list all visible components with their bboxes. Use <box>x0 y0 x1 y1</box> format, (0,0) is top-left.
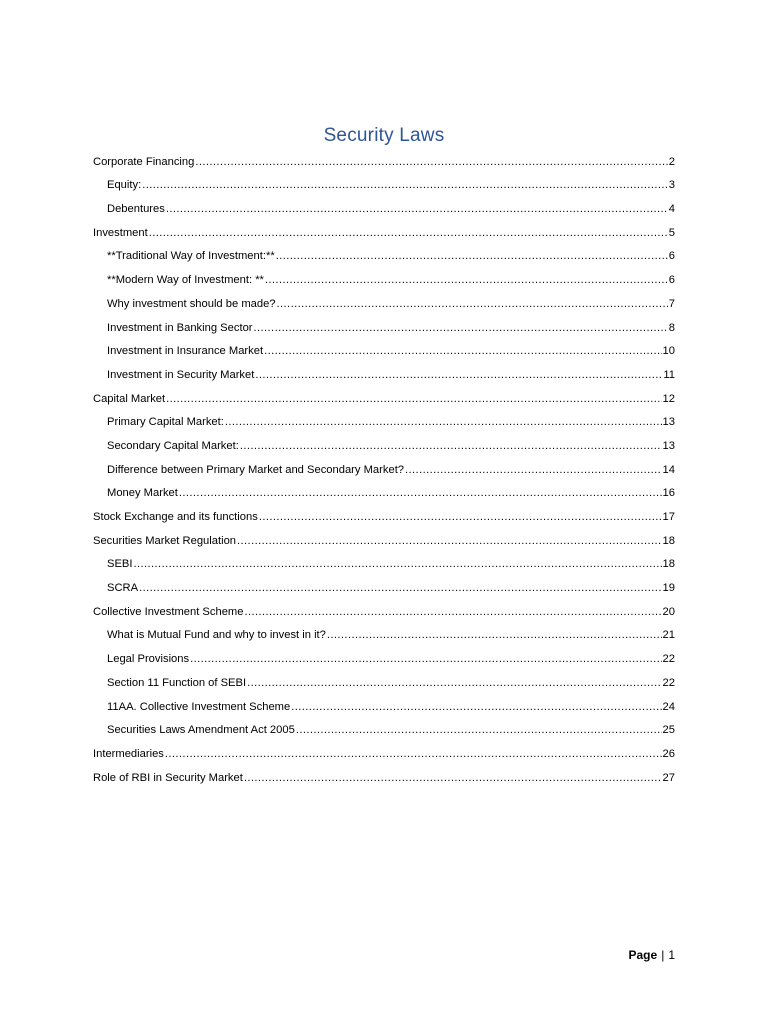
toc-entry[interactable] <box>93 693 675 717</box>
toc-dot-leader <box>291 700 661 714</box>
toc-entry-text: Investment in Banking Sector <box>107 321 253 334</box>
toc-dot-leader <box>166 202 668 216</box>
page-number: 1 <box>668 948 675 962</box>
toc-entry-page-number: 24 <box>662 700 675 713</box>
toc-entry-page-number: 3 <box>668 179 675 192</box>
toc-entry-page-number: 2 <box>668 155 675 168</box>
toc-dot-leader <box>179 486 662 500</box>
toc-entry[interactable] <box>93 361 675 385</box>
toc-dot-leader <box>276 249 668 263</box>
toc-dot-leader <box>296 723 662 737</box>
toc-entry-page-number: 21 <box>662 629 675 642</box>
table-of-contents <box>93 148 675 788</box>
toc-entry[interactable] <box>93 503 675 527</box>
toc-entry-text: Primary Capital Market: <box>107 416 224 429</box>
toc-entry[interactable] <box>93 527 675 551</box>
toc-dot-leader <box>259 510 662 524</box>
toc-entry-page-number: 8 <box>668 321 675 334</box>
toc-entry-page-number: 4 <box>668 203 675 216</box>
toc-entry-text: Stock Exchange and its functions <box>93 511 258 523</box>
toc-entry-page-number: 12 <box>662 392 675 405</box>
toc-dot-leader <box>255 368 662 382</box>
toc-entry-page-number: 7 <box>668 297 675 310</box>
toc-entry-text: Investment in Security Market <box>107 368 255 381</box>
toc-dot-leader <box>277 297 668 311</box>
toc-dot-leader <box>405 463 662 477</box>
toc-entry-text: **Modern Way of Investment: ** <box>107 274 264 287</box>
toc-entry-text: Investment <box>93 226 148 239</box>
toc-entry-text: Corporate Financing <box>93 155 195 168</box>
toc-entry[interactable] <box>93 338 675 362</box>
toc-entry-page-number: 11 <box>663 368 675 381</box>
toc-dot-leader <box>190 652 661 666</box>
toc-entry-text: Money Market <box>107 487 178 500</box>
toc-entry-page-number: 13 <box>662 439 675 452</box>
page-footer <box>629 948 676 962</box>
toc-entry-page-number: 26 <box>662 747 675 760</box>
toc-entry[interactable] <box>93 480 675 504</box>
toc-entry[interactable] <box>93 645 675 669</box>
toc-entry[interactable] <box>93 740 675 764</box>
toc-dot-leader <box>142 178 668 192</box>
toc-entry-text: Debentures <box>107 203 165 216</box>
toc-entry-text: Capital Market <box>93 392 166 405</box>
toc-entry-page-number: 27 <box>662 771 675 784</box>
toc-entry-text: Collective Investment Scheme <box>93 605 244 618</box>
toc-entry-text: **Traditional Way of Investment:** <box>107 250 275 263</box>
toc-entry-text: SEBI <box>107 558 133 571</box>
toc-entry-text: Legal Provisions <box>107 653 190 666</box>
toc-entry[interactable] <box>93 574 675 598</box>
toc-entry[interactable] <box>93 290 675 314</box>
toc-entry-page-number: 18 <box>662 558 675 571</box>
toc-entry-text: Intermediaries <box>93 747 164 760</box>
toc-title: Security Laws <box>323 125 445 146</box>
toc-entry[interactable] <box>93 314 675 338</box>
toc-dot-leader <box>244 771 662 785</box>
toc-entry-text: Difference between Primary Market and Secondary Market? <box>107 463 405 476</box>
toc-dot-leader <box>237 534 662 548</box>
toc-entry[interactable] <box>93 669 675 693</box>
toc-entry[interactable] <box>93 266 675 290</box>
toc-entry-page-number: 19 <box>662 582 675 595</box>
toc-dot-leader <box>166 392 661 406</box>
toc-dot-leader <box>244 605 661 619</box>
toc-entry-page-number: 16 <box>662 487 675 500</box>
toc-entry[interactable] <box>93 409 675 433</box>
toc-entry-page-number: 6 <box>668 274 675 287</box>
toc-entry-text: SCRA <box>107 582 139 595</box>
toc-entry-page-number: 5 <box>668 226 675 239</box>
toc-dot-leader <box>225 415 662 429</box>
toc-entry-page-number: 10 <box>662 345 675 358</box>
toc-entry-text: Role of RBI in Security Market <box>93 771 243 784</box>
toc-entry-page-number: 20 <box>662 605 675 618</box>
toc-entry-page-number: 14 <box>662 463 675 476</box>
toc-entry[interactable] <box>93 148 675 172</box>
toc-entry[interactable] <box>93 598 675 622</box>
toc-dot-leader <box>165 747 662 761</box>
toc-entry[interactable] <box>93 551 675 575</box>
toc-entry[interactable] <box>93 385 675 409</box>
toc-entry[interactable] <box>93 764 675 788</box>
toc-entry[interactable] <box>93 717 675 741</box>
toc-entry-text: Equity: <box>107 179 142 192</box>
page-separator: | <box>661 948 665 962</box>
toc-entry-page-number: 6 <box>668 250 675 263</box>
toc-entry-page-number: 22 <box>662 653 675 666</box>
toc-entry-text: What is Mutual Fund and why to invest in it? <box>107 629 326 642</box>
toc-dot-leader <box>134 557 662 571</box>
page-label: Page <box>628 948 658 962</box>
toc-entry-text: Section 11 Function of SEBI <box>107 676 247 689</box>
toc-entry[interactable] <box>93 195 675 219</box>
toc-dot-leader <box>240 439 662 453</box>
toc-dot-leader <box>265 273 668 287</box>
toc-entry[interactable] <box>93 172 675 196</box>
toc-dot-leader <box>139 581 661 595</box>
toc-dot-leader <box>149 226 668 240</box>
toc-entry[interactable] <box>93 456 675 480</box>
toc-entry[interactable] <box>93 243 675 267</box>
toc-entry[interactable] <box>93 432 675 456</box>
toc-entry-page-number: 22 <box>662 676 675 689</box>
toc-dot-leader <box>264 344 661 358</box>
toc-entry-text: Securities Market Regulation <box>93 534 237 547</box>
toc-entry-page-number: 18 <box>662 534 675 547</box>
toc-entry[interactable] <box>93 622 675 646</box>
toc-dot-leader <box>195 155 667 169</box>
toc-entry-page-number: 13 <box>662 416 675 429</box>
toc-entry-text: Securities Laws Amendment Act 2005 <box>107 724 295 737</box>
toc-entry-text: 11AA. Collective Investment Scheme <box>107 700 291 713</box>
toc-entry-text: Why investment should be made? <box>107 297 276 310</box>
toc-dot-leader <box>247 676 661 690</box>
toc-dot-leader <box>254 321 668 335</box>
toc-entry-page-number: 17 <box>662 511 675 523</box>
toc-entry-text: Secondary Capital Market: <box>107 439 239 452</box>
toc-entry-text: Investment in Insurance Market <box>107 345 264 358</box>
toc-dot-leader <box>327 628 662 642</box>
toc-entry[interactable] <box>93 219 675 243</box>
toc-entry-page-number: 25 <box>662 724 675 737</box>
